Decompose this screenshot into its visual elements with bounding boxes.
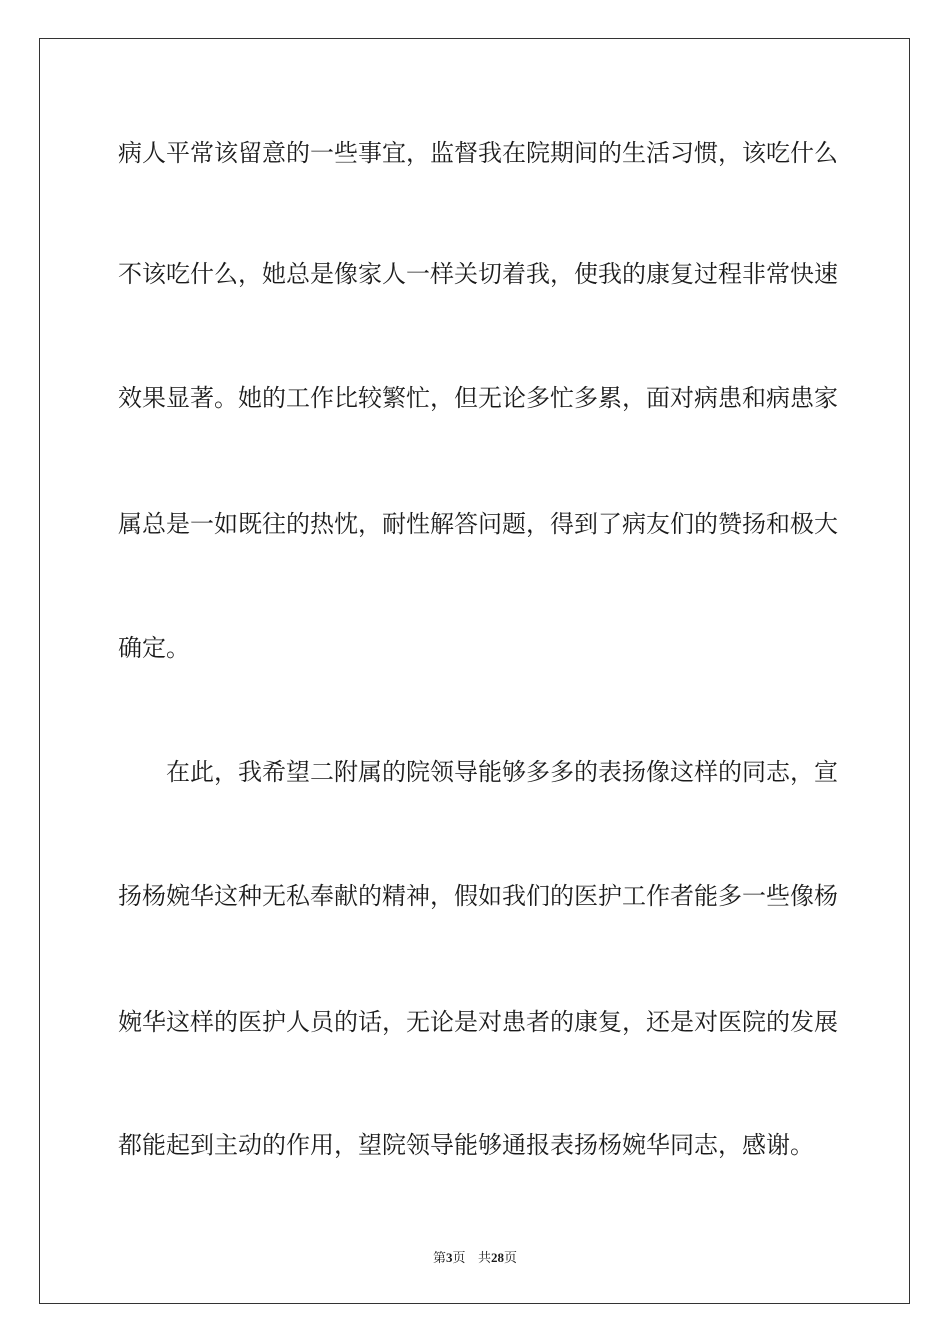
footer-page-number: 3	[446, 1250, 453, 1265]
paragraph-1-line-4: 属总是一如既往的热忱，耐性解答问题，得到了病友们的赞扬和极大	[118, 510, 838, 538]
paragraph-2-line-2: 扬杨婉华这种无私奉献的精神，假如我们的医护工作者能多一些像杨	[118, 882, 838, 910]
paragraph-1-line-1: 病人平常该留意的一些事宜，监督我在院期间的生活习惯，该吃什么	[118, 139, 838, 167]
footer-total-pages: 28	[490, 1250, 504, 1265]
paragraph-1-line-3: 效果显著。她的工作比较繁忙，但无论多忙多累，面对病患和病患家	[118, 384, 838, 412]
footer-page-prefix: 第	[433, 1251, 447, 1266]
page-footer	[0, 1247, 950, 1266]
paragraph-2-line-1: 在此，我希望二附属的院领导能够多多的表扬像这样的同志，宣	[166, 758, 838, 786]
page-border	[39, 38, 910, 1304]
paragraph-2-line-4: 都能起到主动的作用，望院领导能够通报表扬杨婉华同志，感谢。	[118, 1131, 814, 1159]
footer-total-prefix: 共	[477, 1251, 491, 1266]
paragraph-1-line-5: 确定。	[118, 634, 190, 662]
footer-total-suffix: 页	[503, 1251, 517, 1266]
paragraph-2-line-3: 婉华这样的医护人员的话，无论是对患者的康复，还是对医院的发展	[118, 1008, 838, 1036]
paragraph-1-line-2: 不该吃什么，她总是像家人一样关切着我，使我的康复过程非常快速	[118, 260, 838, 288]
footer-page-suffix: 页	[452, 1251, 466, 1266]
